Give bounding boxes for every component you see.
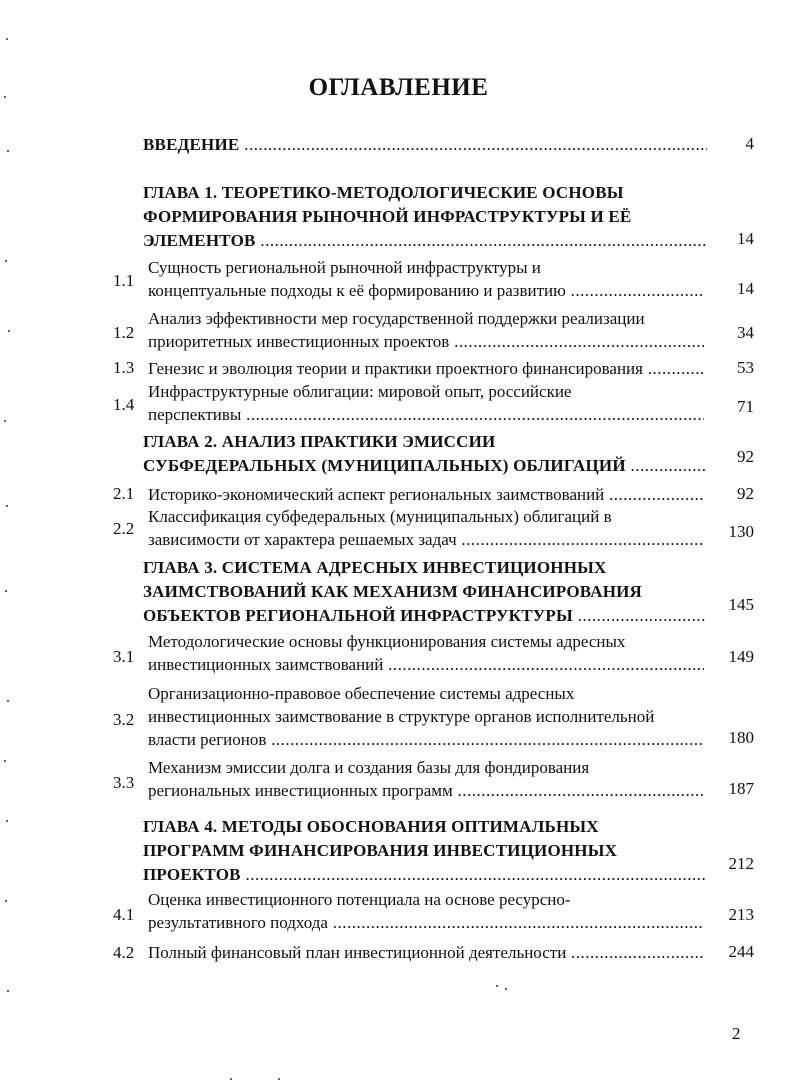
- toc-entry-title: [148, 483, 704, 506]
- toc-entry-line: Историко-экономический аспект региональных заимствований .....: [148, 483, 704, 506]
- page-title: ОГЛАВЛЕНИЕ: [308, 74, 489, 101]
- toc-entry-line: приоритетных инвестиционных проектов .....: [148, 330, 704, 353]
- toc-entry-line: ЗАИМСТВОВАНИЙ КАК МЕХАНИЗМ ФИНАНСИРОВАНИЯ: [143, 582, 643, 601]
- toc-entry-line: Оценка инвестиционного потенциала на основе ресурсно-: [148, 890, 571, 909]
- toc-entry-title: [148, 682, 704, 751]
- toc-entry-page: 4: [745, 134, 754, 153]
- toc-entry-number: 3.3: [113, 773, 135, 792]
- scan-speck: [5, 260, 7, 262]
- toc-entry-line: инвестиционных заимствование в структуре органов исполнительной: [148, 707, 655, 726]
- scan-speck: [496, 985, 498, 987]
- toc-entry-line: ОБЪЕКТОВ РЕГИОНАЛЬНОЙ ИНФРАСТРУКТУРЫ .....: [143, 604, 707, 628]
- scan-speck: [7, 990, 9, 992]
- toc-entry-line: ЭЛЕМЕНТОВ .....: [143, 229, 707, 253]
- toc-entry-line: Организационно-правовое обеспечение системы адресных: [148, 684, 575, 703]
- toc-entry-line: перспективы .....: [148, 403, 704, 426]
- toc-entry-line: СУБФЕДЕРАЛЬНЫХ (МУНИЦИПАЛЬНЫХ) ОБЛИГАЦИЙ .....: [143, 454, 707, 478]
- toc-entry-title: [143, 133, 707, 157]
- toc-entry-line: Генезис и эволюция теории и практики проектного финансирования .....: [148, 357, 704, 380]
- scan-speck: [4, 96, 6, 98]
- toc-entry-line: ПРОГРАММ ФИНАНСИРОВАНИЯ ИНВЕСТИЦИОННЫХ: [143, 841, 618, 860]
- toc-entry-page: 14: [737, 229, 754, 248]
- toc-entry-title: [148, 888, 704, 934]
- toc-entry-page: 145: [728, 595, 754, 614]
- toc-entry-page: 213: [728, 905, 754, 924]
- toc-entry-page: 149: [728, 647, 754, 666]
- toc-entry-line: Классификация субфедеральных (муниципальных) облигаций в: [148, 507, 612, 526]
- toc-entry-line: власти регионов .....: [148, 728, 704, 751]
- toc-entry-line: Анализ эффективности мер государственной поддержки реализации: [148, 309, 645, 328]
- toc-entry-page: 34: [737, 323, 754, 342]
- toc-entry-number: 1.4: [113, 395, 135, 414]
- toc-entry-title: [148, 307, 704, 353]
- toc-entry-page: 92: [737, 484, 754, 503]
- toc-entry-number: 4.2: [113, 943, 135, 962]
- toc-entry-title: [143, 181, 707, 253]
- toc-entry-line: Инфраструктурные облигации: мировой опыт, российские: [148, 382, 572, 401]
- toc-entry-title: [148, 756, 704, 802]
- toc-entry-line: Сущность региональной рыночной инфраструктуры и: [148, 258, 541, 277]
- toc-entry-page: 180: [728, 728, 754, 747]
- toc-entry-number: 1.3: [113, 358, 135, 377]
- scan-speck: [8, 330, 10, 332]
- toc-entry-number: 3.1: [113, 647, 135, 666]
- toc-entry-title: [148, 256, 704, 302]
- toc-entry-page: 14: [737, 279, 754, 298]
- toc-entry-page: 92: [737, 447, 754, 466]
- scan-speck: [230, 1078, 232, 1080]
- toc-entry-line: результативного подхода .....: [148, 911, 704, 934]
- toc-entry-line: ГЛАВА 3. СИСТЕМА АДРЕСНЫХ ИНВЕСТИЦИОННЫХ: [143, 558, 607, 577]
- toc-entry-title: [148, 630, 704, 676]
- toc-entry-line: Механизм эмиссии долга и создания базы для фондирования: [148, 758, 590, 777]
- toc-entry-number: 1.2: [113, 323, 135, 342]
- toc-entry-page: 130: [728, 522, 754, 541]
- toc-entry-line: инвестиционных заимствований .....: [148, 653, 704, 676]
- toc-entry-line: Методологические основы функционирования системы адресных: [148, 632, 626, 651]
- toc-entry-title: [148, 941, 704, 964]
- toc-entry-line: ФОРМИРОВАНИЯ РЫНОЧНОЙ ИНФРАСТРУКТУРЫ И ЕЁ: [143, 207, 632, 226]
- toc-entry-title: [143, 556, 707, 628]
- toc-entry-number: 3.2: [113, 710, 135, 729]
- scan-speck: [5, 590, 7, 592]
- toc-entry-page: 53: [737, 358, 754, 377]
- toc-entry-number: 2.1: [113, 484, 135, 503]
- toc-entry-title: [143, 815, 707, 887]
- toc-entry-page: 244: [728, 942, 754, 961]
- toc-entry-line: Полный финансовый план инвестиционной деятельности .....: [148, 941, 704, 964]
- toc-entry-page: 187: [728, 779, 754, 798]
- toc-entry-line: ГЛАВА 4. МЕТОДЫ ОБОСНОВАНИЯ ОПТИМАЛЬНЫХ: [143, 817, 599, 836]
- toc-entry-page: 212: [728, 854, 754, 873]
- toc-entry-line: ПРОЕКТОВ .....: [143, 863, 707, 887]
- scan-speck: [7, 150, 9, 152]
- scan-speck: [278, 1078, 280, 1080]
- toc-entry-title: [148, 357, 704, 380]
- toc-entry-line: зависимости от характера решаемых задач .....: [148, 528, 704, 551]
- toc-entry-line: ГЛАВА 1. ТЕОРЕТИКО-МЕТОДОЛОГИЧЕСКИЕ ОСНОВЫ: [143, 183, 624, 202]
- toc-entry-number: 1.1: [113, 271, 135, 290]
- toc-entry-title: [143, 430, 707, 478]
- toc-entry-title: [148, 380, 704, 426]
- toc-entry-line: региональных инвестиционных программ .....: [148, 779, 704, 802]
- scan-speck: [505, 988, 507, 990]
- scan-speck: [7, 700, 9, 702]
- scan-speck: [4, 760, 6, 762]
- page-number: 2: [732, 1024, 741, 1043]
- scan-speck: [6, 820, 8, 822]
- toc-entry-page: 71: [737, 397, 754, 416]
- scan-speck: [5, 900, 7, 902]
- toc-entry-number: 2.2: [113, 519, 135, 538]
- toc-entry-number: 4.1: [113, 905, 135, 924]
- toc-entry-line: ВВЕДЕНИЕ .....: [143, 133, 707, 157]
- scan-speck: [6, 505, 8, 507]
- scan-speck: [4, 420, 6, 422]
- toc-entry-line: ГЛАВА 2. АНАЛИЗ ПРАКТИКИ ЭМИССИИ: [143, 432, 496, 451]
- toc-entry-line: концептуальные подходы к её формированию и развитию .....: [148, 279, 704, 302]
- toc-entry-title: [148, 505, 704, 551]
- scan-speck: [6, 38, 8, 40]
